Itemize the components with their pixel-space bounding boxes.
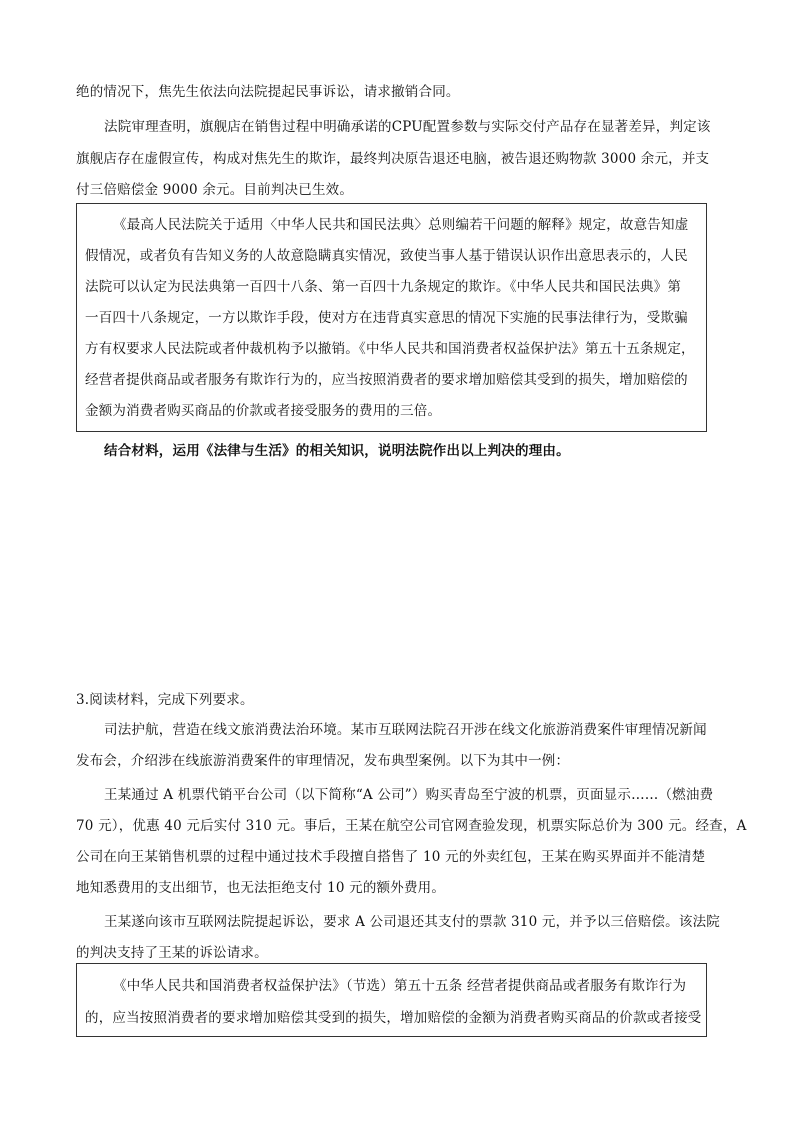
paragraph-line: 发布会，介绍涉在线旅游消费案件的审理情况，发布典型案例。以下为其中一例： — [76, 753, 570, 769]
box-line: 方有权要求人民法院或者仲裁机构予以撤销。《中华人民共和国消费者权益保护法》第五十五条规定， — [85, 341, 695, 357]
paragraph-line: 70 元），优惠 40 元后实付 310 元。事后，王某在航空公司官网查验发现，机票实际总价为 300 元。经查，A — [76, 818, 747, 834]
box-line: 《中华人民共和国消费者权益保护法》（节选）第五十五条 经营者提供商品或者服务有欺诈行为 — [113, 978, 687, 994]
question-heading: 3.阅读材料，完成下列要求。 — [76, 692, 254, 708]
box-line: 经营者提供商品或者服务有欺诈行为的，应当按照消费者的要求增加赔偿其受到的损失，增加赔偿的 — [85, 372, 688, 388]
paragraph-line: 王某遂向该市互联网法院提起诉讼，要求 A 公司退还其支付的票款 310 元，并予以三倍赔偿。该法院 — [104, 914, 720, 930]
paragraph-line: 地知悉费用的支出细节，也无法拒绝支付 10 元的额外费用。 — [76, 880, 446, 896]
paragraph-line: 付三倍赔偿金 9000 余元。目前判决已生效。 — [76, 182, 354, 198]
box-line: 一百四十八条规定，一方以欺诈手段，使对方在违背真实意思的情况下实施的民事法律行为，受欺骗 — [85, 310, 688, 326]
legal-reference-box — [76, 203, 707, 432]
paragraph-line: 王某通过 A 机票代销平台公司（以下简称“A 公司”）购买青岛至宁波的机票，页面显示……（燃油费 — [104, 787, 714, 803]
paragraph-line: 旗舰店存在虚假宣传，构成对焦先生的欺诈，最终判决原告退还电脑，被告退还购物款 3000 余元，并支 — [76, 151, 710, 167]
paragraph-line: 司法护航，营造在线文旅消费法治环境。某市互联网法院召开涉在线文化旅游消费案件审理情况新闻 — [104, 722, 707, 738]
box-line: 的，应当按照消费者的要求增加赔偿其受到的损失，增加赔偿的金额为消费者购买商品的价款或者接受 — [85, 1010, 702, 1026]
box-line: 金额为消费者购买商品的价款或者接受服务的费用的三倍。 — [85, 403, 442, 419]
paragraph-line: 的判决支持了王某的诉讼请求。 — [76, 945, 268, 961]
box-line: 法院可以认定为民法典第一百四十八条、第一百四十九条规定的欺诈。《中华人民共和国民法典》第 — [85, 279, 682, 295]
paragraph-line: 公司在向王某销售机票的过程中通过技术手段擅自搭售了 10 元的外卖红包，王某在购买界面并不能清楚 — [76, 849, 706, 865]
paragraph-line: 法院审理查明，旗舰店在销售过程中明确承诺的CPU配置参数与实际交付产品存在显著差异，判定该 — [104, 119, 711, 135]
box-line: 《最高人民法院关于适用〈中华人民共和国民法典〉总则编若干问题的解释》规定，故意告知虚 — [113, 217, 689, 233]
question-prompt: 结合材料，运用《法律与生活》的相关知识，说明法院作出以上判决的理由。 — [104, 443, 570, 459]
box-line: 假情况，或者负有告知义务的人故意隐瞒真实情况，致使当事人基于错误认识作出意思表示的，人民 — [85, 248, 688, 264]
paragraph-line: 绝的情况下，焦先生依法向法院提起民事诉讼，请求撤销合同。 — [76, 84, 460, 100]
legal-excerpt-box — [76, 963, 707, 1037]
